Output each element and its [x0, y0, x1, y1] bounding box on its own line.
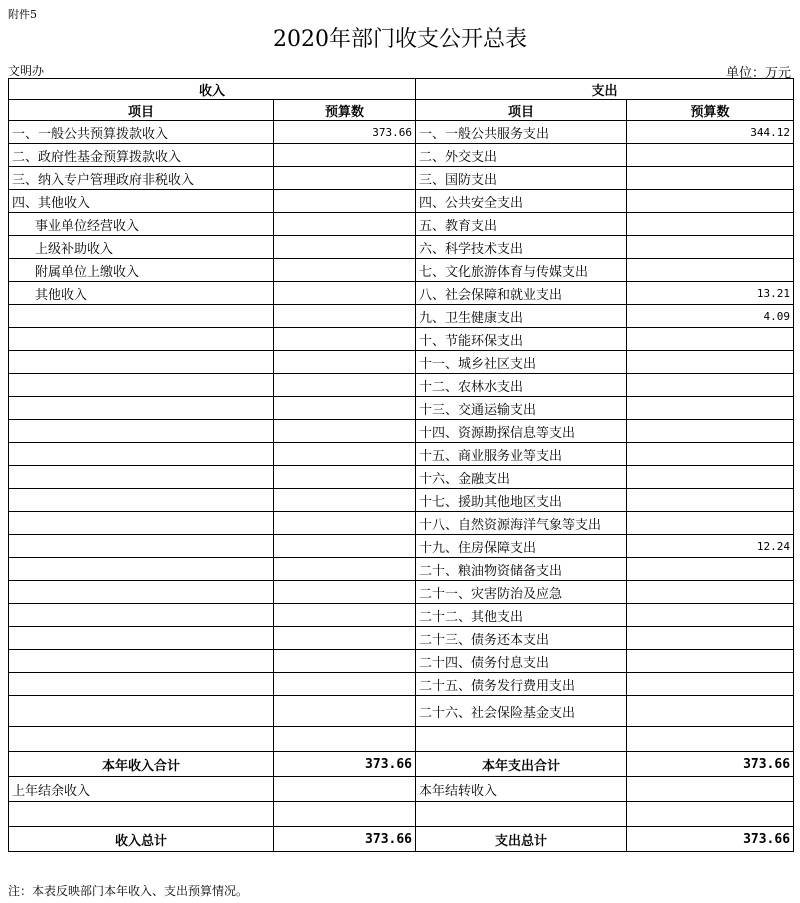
- income-value-cell: [274, 650, 416, 673]
- income-item-cell: [9, 420, 274, 443]
- expense-value-cell: [627, 466, 794, 489]
- income-item-cell: [9, 673, 274, 696]
- income-item-cell: [9, 535, 274, 558]
- expense-budget-header: 预算数: [627, 100, 794, 121]
- income-value-cell: [274, 489, 416, 512]
- table-note: 注：本表反映部门本年收入、支出预算情况。: [8, 884, 249, 898]
- table-row: [9, 466, 794, 489]
- expense-item-cell: 六、科学技术支出: [416, 236, 627, 259]
- prev-balance-label: 上年结余收入: [9, 777, 274, 802]
- table-row: [9, 627, 794, 650]
- income-item-cell: [9, 489, 274, 512]
- table-row: [9, 673, 794, 696]
- income-value-cell: [274, 282, 416, 305]
- income-value-cell: [274, 167, 416, 190]
- blank-cell: [274, 802, 416, 827]
- expense-value-cell: [627, 604, 794, 627]
- table-row: [9, 328, 794, 351]
- expense-value-cell: [627, 696, 794, 727]
- income-item-cell: [9, 443, 274, 466]
- year-income-total-label: 本年收入合计: [9, 752, 274, 777]
- income-value-cell: [274, 259, 416, 282]
- table-row: [9, 190, 794, 213]
- income-item-cell: [9, 374, 274, 397]
- blank-cell: [416, 802, 627, 827]
- table-row: [9, 512, 794, 535]
- income-value-cell: [274, 190, 416, 213]
- expense-item-cell: 十七、援助其他地区支出: [416, 489, 627, 512]
- income-value-cell: [274, 512, 416, 535]
- expense-value-cell: [627, 443, 794, 466]
- table-row: [9, 236, 794, 259]
- unit-label: 单位：万元: [725, 66, 791, 81]
- income-item-cell: 一、一般公共预算拨款收入: [9, 121, 274, 144]
- income-item-cell: 其他收入: [9, 282, 274, 305]
- budget-table: [8, 78, 794, 852]
- table-row: [9, 558, 794, 581]
- total-row: [9, 752, 794, 777]
- expense-value-cell: [627, 144, 794, 167]
- expense-value-cell: [627, 190, 794, 213]
- expense-item-cell: 十八、自然资源海洋气象等支出: [416, 512, 627, 535]
- income-value-cell: 373.66: [274, 121, 416, 144]
- income-section-header: 收入: [9, 79, 416, 100]
- income-value-cell: [274, 236, 416, 259]
- income-item-cell: [9, 328, 274, 351]
- income-item-cell: [9, 466, 274, 489]
- table-row: [9, 650, 794, 673]
- expense-value-cell: [627, 213, 794, 236]
- income-grand-total-label: 收入总计: [9, 827, 274, 852]
- income-value-cell: [274, 397, 416, 420]
- year-income-total-value: 373.66: [274, 752, 416, 777]
- expense-value-cell: [627, 167, 794, 190]
- blank-cell: [274, 727, 416, 752]
- table-row: [9, 420, 794, 443]
- expense-item-cell: 二十四、债务付息支出: [416, 650, 627, 673]
- table-row: [9, 443, 794, 466]
- expense-item-cell: 十一、城乡社区支出: [416, 351, 627, 374]
- table-row: [9, 397, 794, 420]
- income-value-cell: [274, 328, 416, 351]
- expense-item-cell: 七、文化旅游体育与传媒支出: [416, 259, 627, 282]
- expense-value-cell: [627, 627, 794, 650]
- expense-value-cell: [627, 420, 794, 443]
- table-row: [9, 167, 794, 190]
- blank-cell: [627, 802, 794, 827]
- blank-cell: [627, 727, 794, 752]
- blank-cell: [9, 727, 274, 752]
- blank-cell: [416, 727, 627, 752]
- income-value-cell: [274, 604, 416, 627]
- income-value-cell: [274, 374, 416, 397]
- blank-cell: [9, 802, 274, 827]
- expense-item-header: 项目: [416, 100, 627, 121]
- table-row: [9, 581, 794, 604]
- blank-row: [9, 727, 794, 752]
- income-value-cell: [274, 351, 416, 374]
- table-row: [9, 604, 794, 627]
- table-row: [9, 489, 794, 512]
- income-item-cell: [9, 696, 274, 727]
- income-value-cell: [274, 466, 416, 489]
- expense-item-cell: 二十三、债务还本支出: [416, 627, 627, 650]
- expense-value-cell: [627, 397, 794, 420]
- income-item-cell: [9, 650, 274, 673]
- expense-value-cell: [627, 512, 794, 535]
- income-item-cell: 附属单位上缴收入: [9, 259, 274, 282]
- year-expense-total-label: 本年支出合计: [416, 752, 627, 777]
- table-row: [9, 144, 794, 167]
- expense-grand-total-label: 支出总计: [416, 827, 627, 852]
- income-item-cell: [9, 604, 274, 627]
- column-header-row: [9, 100, 794, 121]
- expense-value-cell: [627, 328, 794, 351]
- expense-item-cell: 二十二、其他支出: [416, 604, 627, 627]
- expense-value-cell: 4.09: [627, 305, 794, 328]
- income-item-cell: [9, 581, 274, 604]
- income-value-cell: [274, 558, 416, 581]
- table-row: [9, 282, 794, 305]
- income-item-cell: 二、政府性基金预算拨款收入: [9, 144, 274, 167]
- page-title: 2020年部门收支公开总表: [273, 27, 527, 52]
- expense-value-cell: [627, 581, 794, 604]
- expense-value-cell: [627, 351, 794, 374]
- table-row: [9, 259, 794, 282]
- expense-item-cell: 二十、粮油物资储备支出: [416, 558, 627, 581]
- income-item-cell: [9, 627, 274, 650]
- income-value-cell: [274, 696, 416, 727]
- expense-value-cell: 13.21: [627, 282, 794, 305]
- prev-balance-value: [274, 777, 416, 802]
- expense-item-cell: 十二、农林水支出: [416, 374, 627, 397]
- expense-value-cell: 344.12: [627, 121, 794, 144]
- expense-item-cell: 二十六、社会保险基金支出: [416, 696, 627, 727]
- income-value-cell: [274, 213, 416, 236]
- income-budget-header: 预算数: [274, 100, 416, 121]
- expense-value-cell: 12.24: [627, 535, 794, 558]
- table-row: [9, 305, 794, 328]
- income-value-cell: [274, 305, 416, 328]
- income-item-cell: [9, 351, 274, 374]
- income-item-cell: 四、其他收入: [9, 190, 274, 213]
- income-value-cell: [274, 627, 416, 650]
- expense-item-cell: 十四、资源勘探信息等支出: [416, 420, 627, 443]
- total-row: [9, 802, 794, 827]
- expense-item-cell: 一、一般公共服务支出: [416, 121, 627, 144]
- expense-section-header: 支出: [416, 79, 794, 100]
- expense-item-cell: 二十一、灾害防治及应急: [416, 581, 627, 604]
- income-value-cell: [274, 443, 416, 466]
- income-item-cell: 事业单位经营收入: [9, 213, 274, 236]
- department-label: 文明办: [8, 64, 45, 78]
- income-item-cell: 三、纳入专户管理政府非税收入: [9, 167, 274, 190]
- expense-item-cell: 二、外交支出: [416, 144, 627, 167]
- expense-grand-total-value: 373.66: [627, 827, 794, 852]
- income-item-header: 项目: [9, 100, 274, 121]
- table-row: [9, 374, 794, 397]
- expense-item-cell: 二十五、债务发行费用支出: [416, 673, 627, 696]
- attachment-label: 附件5: [8, 8, 37, 21]
- table-row: [9, 351, 794, 374]
- expense-item-cell: 九、卫生健康支出: [416, 305, 627, 328]
- table-row: [9, 535, 794, 558]
- expense-item-cell: 十、节能环保支出: [416, 328, 627, 351]
- expense-value-cell: [627, 259, 794, 282]
- expense-item-cell: 八、社会保障和就业支出: [416, 282, 627, 305]
- expense-value-cell: [627, 558, 794, 581]
- income-value-cell: [274, 535, 416, 558]
- total-row: [9, 777, 794, 802]
- expense-value-cell: [627, 489, 794, 512]
- expense-item-cell: 十三、交通运输支出: [416, 397, 627, 420]
- income-item-cell: [9, 305, 274, 328]
- income-item-cell: [9, 512, 274, 535]
- year-expense-total-value: 373.66: [627, 752, 794, 777]
- expense-value-cell: [627, 650, 794, 673]
- carryover-label: 本年结转收入: [416, 777, 627, 802]
- section-header-row: [9, 79, 794, 100]
- expense-value-cell: [627, 374, 794, 397]
- expense-item-cell: 五、教育支出: [416, 213, 627, 236]
- expense-item-cell: 三、国防支出: [416, 167, 627, 190]
- expense-item-cell: 四、公共安全支出: [416, 190, 627, 213]
- expense-item-cell: 十六、金融支出: [416, 466, 627, 489]
- table-row: [9, 121, 794, 144]
- income-item-cell: [9, 558, 274, 581]
- expense-item-cell: 十五、商业服务业等支出: [416, 443, 627, 466]
- expense-value-cell: [627, 236, 794, 259]
- income-value-cell: [274, 673, 416, 696]
- income-value-cell: [274, 420, 416, 443]
- carryover-value: [627, 777, 794, 802]
- expense-item-cell: 十九、住房保障支出: [416, 535, 627, 558]
- expense-value-cell: [627, 673, 794, 696]
- income-grand-total-value: 373.66: [274, 827, 416, 852]
- table-row: [9, 213, 794, 236]
- income-value-cell: [274, 144, 416, 167]
- income-value-cell: [274, 581, 416, 604]
- income-item-cell: 上级补助收入: [9, 236, 274, 259]
- total-row: [9, 827, 794, 852]
- table-row: [9, 696, 794, 727]
- income-item-cell: [9, 397, 274, 420]
